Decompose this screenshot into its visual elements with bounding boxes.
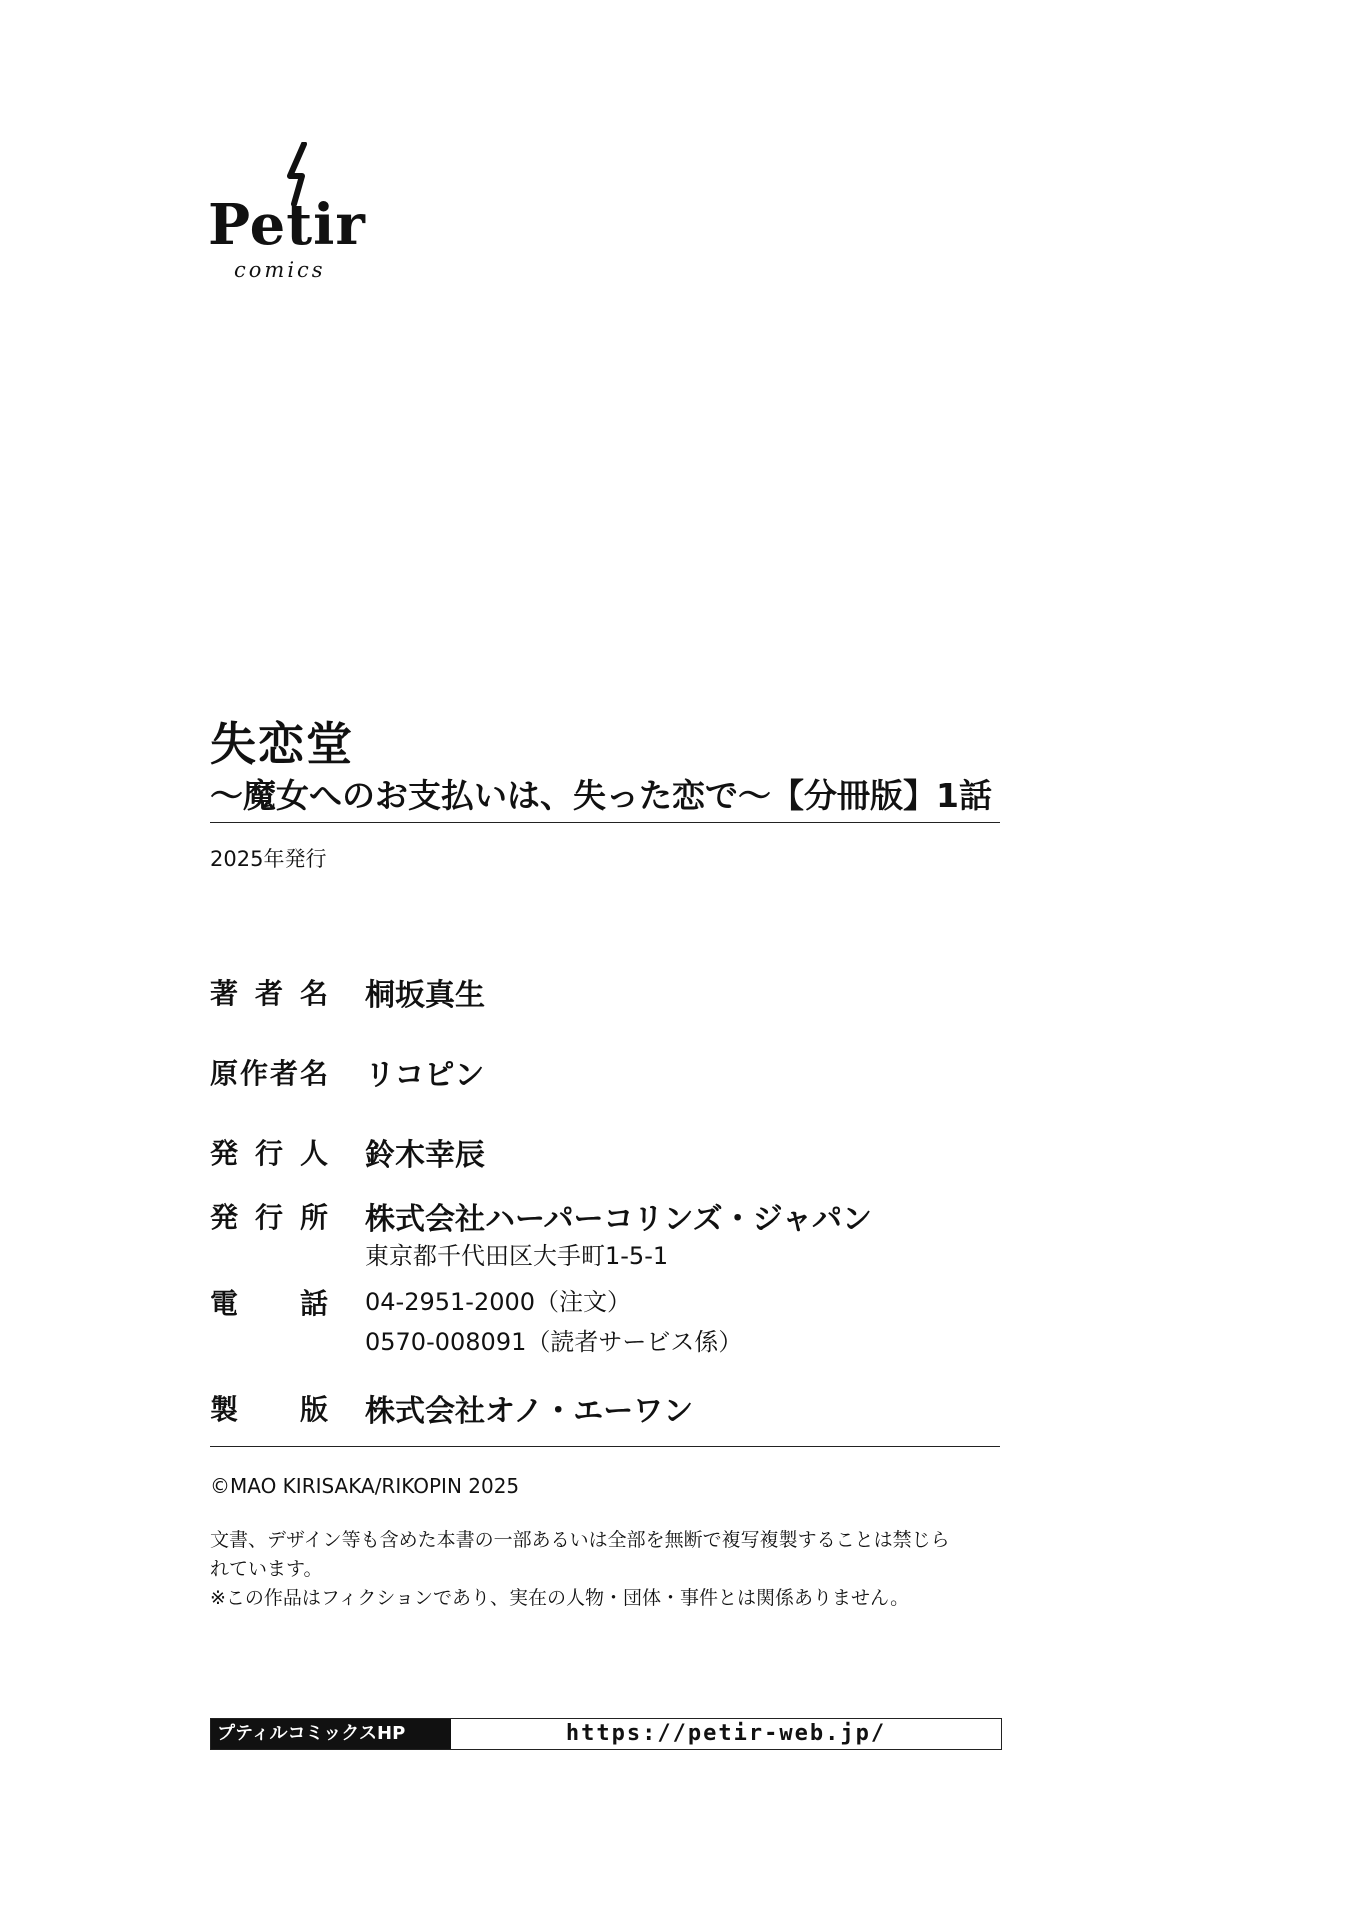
notice-line-2: れています。 [210, 1558, 323, 1580]
original-author-name: リコピン [365, 1058, 485, 1093]
prepress-name: 株式会社オノ・エーワン [365, 1394, 694, 1429]
logo-subtext: comics [234, 258, 326, 282]
book-title: 失恋堂 [210, 717, 354, 771]
petir-comics-logo [208, 140, 378, 290]
publisher-name: 株式会社ハーパーコリンズ・ジャパン [365, 1202, 872, 1237]
credits-divider [210, 1446, 1000, 1447]
logo-wordmark: Petir [208, 192, 366, 258]
original-author-label: 原 作 者 名 [210, 1057, 328, 1090]
publisher-person-name: 鈴木幸辰 [365, 1138, 485, 1173]
notice-line-1: 文書、デザイン等も含めた本書の一部あるいは全部を無断で複写複製することは禁じら [210, 1529, 950, 1551]
copyright-notice: ©MAO KIRISAKA/RIKOPIN 2025 [210, 1474, 520, 1498]
publication-year: 2025年発行 [210, 847, 327, 871]
publisher-address: 東京都千代田区大手町1-5-1 [365, 1242, 669, 1270]
homepage-box [210, 1718, 1002, 1750]
book-subtitle: 〜魔女へのお支払いは、失った恋で〜【分冊版】1話 [210, 776, 992, 815]
phone-reader-service: 0570-008091（読者サービス係） [365, 1328, 743, 1356]
prepress-label: 製 版 [210, 1393, 328, 1426]
publisher-person-label: 発 行 人 [210, 1137, 328, 1170]
author-label: 著 者 名 [210, 977, 328, 1010]
author-name: 桐坂真生 [365, 978, 485, 1013]
notice-line-3: ※この作品はフィクションであり、実在の人物・団体・事件とは関係ありません。 [210, 1587, 910, 1609]
phone-label: 電 話 [210, 1287, 328, 1320]
homepage-url[interactable]: https://petir-web.jp/ [565, 1721, 887, 1746]
title-divider [210, 822, 1000, 823]
phone-order: 04-2951-2000（注文） [365, 1288, 632, 1316]
publisher-label: 発 行 所 [210, 1201, 328, 1234]
homepage-label: プティルコミックスHP [211, 1719, 451, 1749]
